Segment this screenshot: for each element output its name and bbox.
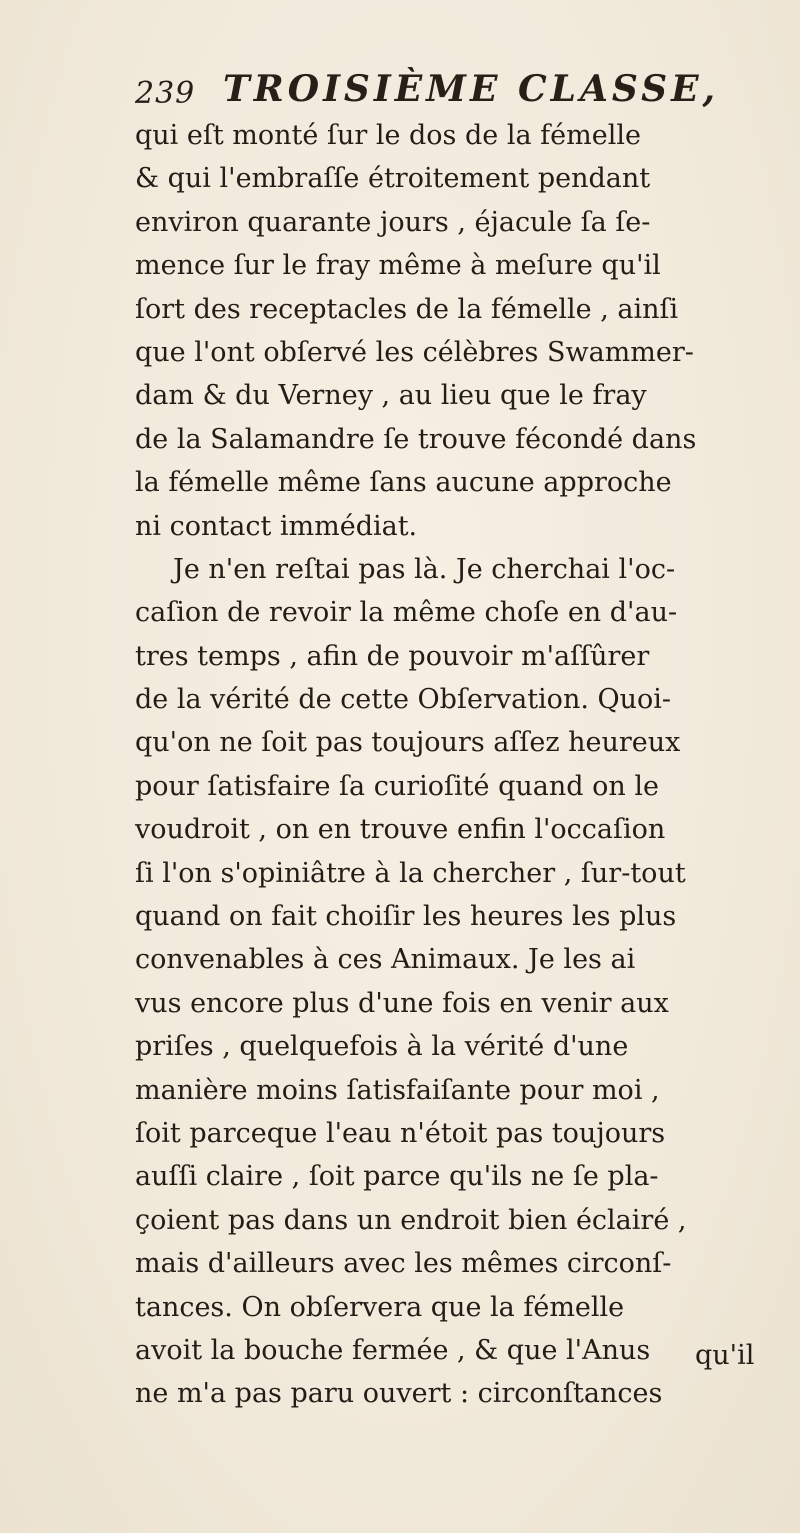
text-line: & qui l'embraſſe étroitement pendant <box>135 163 651 195</box>
text-line: caſion de revoir la même choſe en d'au- <box>135 597 678 629</box>
text-line: pour ſatisfaire ſa curioſité quand on le <box>135 770 659 802</box>
text-line: ni contact immédiat. <box>135 510 418 542</box>
text-line: priſes , quelquefois à la vérité d'une <box>135 1031 629 1063</box>
text-line: voudroit , on en trouve enfin l'occaſion <box>135 814 666 846</box>
text-line: la fémelle même ſans aucune approche <box>135 467 672 499</box>
text-line: auſſi claire , ſoit parce qu'ils ne ſe pla- <box>135 1161 659 1193</box>
text-line: tres temps , afin de pouvoir m'aſſûrer <box>135 640 650 672</box>
text-line: ne m'a pas paru ouvert : circonſtances <box>135 1378 663 1410</box>
text-line: Je n'en reſtai pas là. Je cherchai l'oc- <box>173 553 676 585</box>
text-line: mence ſur le fray même à meſure qu'il <box>135 250 661 282</box>
text-line: quand on fait choiſir les heures les plus <box>135 901 677 933</box>
catchword: qu'il <box>695 1340 755 1371</box>
page-number: 239 <box>135 76 196 111</box>
body-text <box>135 114 785 1416</box>
page-header <box>135 68 720 112</box>
text-line: manière moins ſatisfaiſante pour moi , <box>135 1074 660 1106</box>
text-line: ſi l'on s'opiniâtre à la chercher , ſur-tout <box>135 857 686 889</box>
text-line: de la Salamandre ſe trouve fécondé dans <box>135 423 697 455</box>
running-head: TROISIÈME CLASSE, <box>223 68 720 110</box>
text-line: dam & du Verney , au lieu que le fray <box>135 380 647 412</box>
text-line: ſoit parceque l'eau n'étoit pas toujours <box>135 1117 666 1149</box>
text-line: tances. On obſervera que la fémelle <box>135 1291 625 1323</box>
text-line: ſort des receptacles de la fémelle , ainſi <box>135 293 679 325</box>
text-line: mais d'ailleurs avec les mêmes circonſ- <box>135 1248 672 1280</box>
text-line: qui eſt monté ſur le dos de la fémelle <box>135 120 641 151</box>
text-line: de la vérité de cette Obſervation. Quoi- <box>135 684 672 716</box>
text-line: avoit la bouche fermée , & que l'Anus <box>135 1334 651 1366</box>
text-line: çoient pas dans un endroit bien éclairé , <box>135 1204 687 1236</box>
text-line: vus encore plus d'une fois en venir aux <box>135 987 669 1019</box>
text-line: convenables à ces Animaux. Je les ai <box>135 944 636 976</box>
text-line: que l'ont obſervé les célèbres Swammer- <box>135 336 694 368</box>
text-line: qu'on ne ſoit pas toujours aſſez heureux <box>135 727 681 759</box>
text-line: environ quarante jours , éjacule ſa ſe- <box>135 206 651 238</box>
